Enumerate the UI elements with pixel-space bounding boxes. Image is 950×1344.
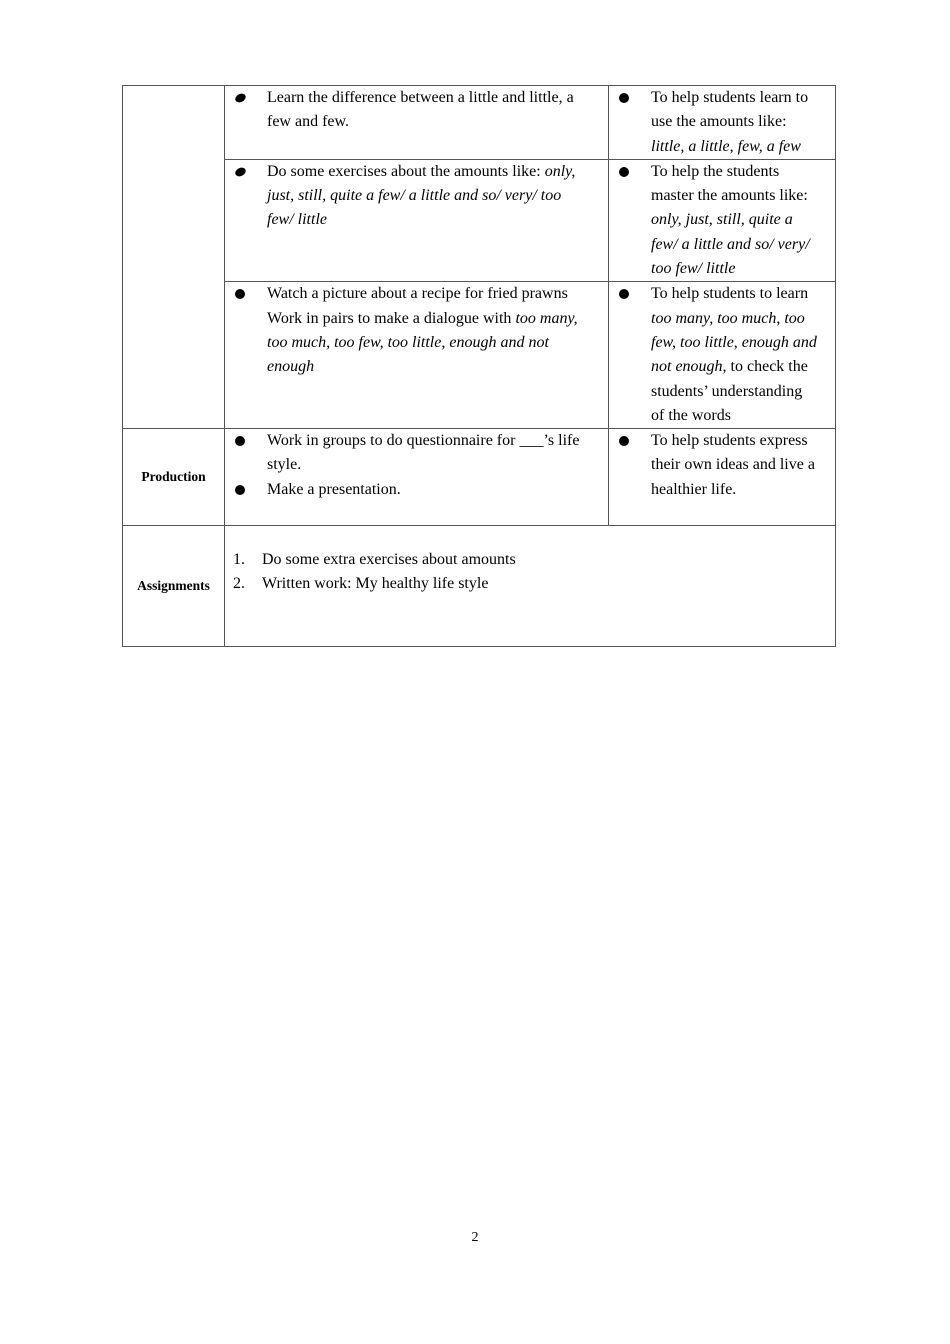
text-line xyxy=(651,331,829,355)
table-row xyxy=(123,86,836,160)
aim-line: their own ideas and live a xyxy=(651,456,815,474)
assignment-number: 1. xyxy=(233,551,245,569)
activity-line: Make a presentation. xyxy=(267,480,401,498)
text-segment: Learn the difference between a little and little, a xyxy=(267,89,574,106)
text-segment: To help students learn to xyxy=(651,89,809,106)
text-line xyxy=(651,184,829,208)
aim-cell xyxy=(609,429,836,526)
italic-segment: few/ a little and so/ very/ xyxy=(651,235,810,253)
text-line xyxy=(651,404,829,428)
table-row-assignments xyxy=(123,526,836,647)
aim-cell xyxy=(609,159,836,281)
text-segment: Do some exercises about the amounts like: xyxy=(267,162,545,180)
stage-cell-empty xyxy=(123,86,225,429)
italic-segment: few/ little xyxy=(267,211,327,229)
list-item xyxy=(225,282,608,379)
aim-line: healthier life. xyxy=(651,480,737,498)
italic-segment: too few/ little xyxy=(651,260,736,278)
text-line xyxy=(651,355,829,379)
activity-line: style. xyxy=(267,456,302,474)
text-line xyxy=(651,160,829,184)
stage-label-assignments: Assignments xyxy=(123,526,225,647)
list-item xyxy=(609,160,835,281)
bullet-icon xyxy=(234,92,247,104)
italic-segment: enough xyxy=(267,358,315,376)
italic-segment: few, too little, enough and xyxy=(651,333,817,351)
text-line xyxy=(267,282,600,306)
activity-cell xyxy=(225,282,609,429)
assignment-item xyxy=(225,548,835,572)
bullet-icon xyxy=(619,167,629,177)
text-line xyxy=(267,110,600,134)
text-line xyxy=(651,233,829,257)
aim-cell xyxy=(609,86,836,160)
table-row-production xyxy=(123,429,836,526)
list-item xyxy=(609,282,835,428)
text-line xyxy=(651,110,829,134)
list-item xyxy=(225,86,608,135)
list-item xyxy=(225,429,608,478)
text-line xyxy=(267,355,600,379)
assignment-text: Do some extra exercises about amounts xyxy=(262,551,516,569)
activity-line: Work in groups to do questionnaire for ___’s life xyxy=(267,432,580,450)
text-line xyxy=(651,380,829,404)
stage-label-production: Production xyxy=(123,429,225,526)
text-line xyxy=(651,135,829,159)
italic-segment: little, a little, few, a few xyxy=(651,137,801,155)
text-segment: of the words xyxy=(651,406,731,424)
assignment-number: 2. xyxy=(233,575,245,593)
text-segment: to check the xyxy=(726,358,808,376)
italic-segment: only, xyxy=(544,162,576,180)
aim-line: To help students express xyxy=(651,432,808,450)
activity-text xyxy=(267,282,600,379)
text-segment: use the amounts like: xyxy=(651,113,787,131)
text-line xyxy=(651,307,829,331)
assignment-item xyxy=(225,572,835,596)
bullet-icon xyxy=(234,166,247,178)
activity-cell xyxy=(225,86,609,160)
list-item xyxy=(609,429,835,502)
text-segment: Watch a picture about a recipe for fried prawns xyxy=(267,285,568,303)
activity-cell xyxy=(225,429,609,526)
table-row xyxy=(123,282,836,429)
text-line xyxy=(267,86,600,110)
bullet-icon xyxy=(619,289,629,299)
italic-segment: too many, too much, too xyxy=(651,309,805,327)
bullet-icon xyxy=(235,485,245,495)
list-item xyxy=(225,478,608,502)
italic-segment: too much, too few, too little, enough and not xyxy=(267,333,549,351)
italic-segment: too many, xyxy=(515,309,578,327)
text-segment: few and few. xyxy=(267,113,350,131)
assignment-text: Written work: My healthy life style xyxy=(262,575,489,593)
page-number: 2 xyxy=(471,1230,479,1245)
text-segment: Work in pairs to make a dialogue with xyxy=(267,309,516,327)
italic-segment: not enough, xyxy=(651,358,727,376)
text-line xyxy=(267,160,600,184)
text-segment: To help students to learn xyxy=(651,285,809,303)
list-item xyxy=(609,86,835,159)
activity-cell xyxy=(225,159,609,281)
text-line xyxy=(651,257,829,281)
text-line xyxy=(651,208,829,232)
text-line xyxy=(651,86,829,110)
aim-cell xyxy=(609,282,836,429)
aim-text xyxy=(651,86,829,159)
activity-text xyxy=(267,160,600,233)
text-line xyxy=(651,282,829,306)
text-line xyxy=(267,208,600,232)
bullet-icon xyxy=(235,289,245,299)
text-segment: students’ understanding xyxy=(651,382,803,400)
text-line xyxy=(267,307,600,331)
assignments-cell xyxy=(225,526,836,647)
lesson-plan-table xyxy=(122,85,836,647)
bullet-icon xyxy=(235,436,245,446)
table-row xyxy=(123,159,836,281)
bullet-icon xyxy=(619,93,629,103)
aim-text xyxy=(651,282,829,428)
bullet-icon xyxy=(619,436,629,446)
list-item xyxy=(225,160,608,233)
italic-segment: only, just, still, quite a xyxy=(651,211,793,229)
text-segment: master the amounts like: xyxy=(651,187,808,205)
text-segment: To help the students xyxy=(651,162,780,180)
activity-text xyxy=(267,86,600,135)
text-line xyxy=(267,331,600,355)
text-line xyxy=(267,184,600,208)
aim-text xyxy=(651,160,829,281)
italic-segment: just, still, quite a few/ a little and so/ very/ too xyxy=(267,187,562,205)
